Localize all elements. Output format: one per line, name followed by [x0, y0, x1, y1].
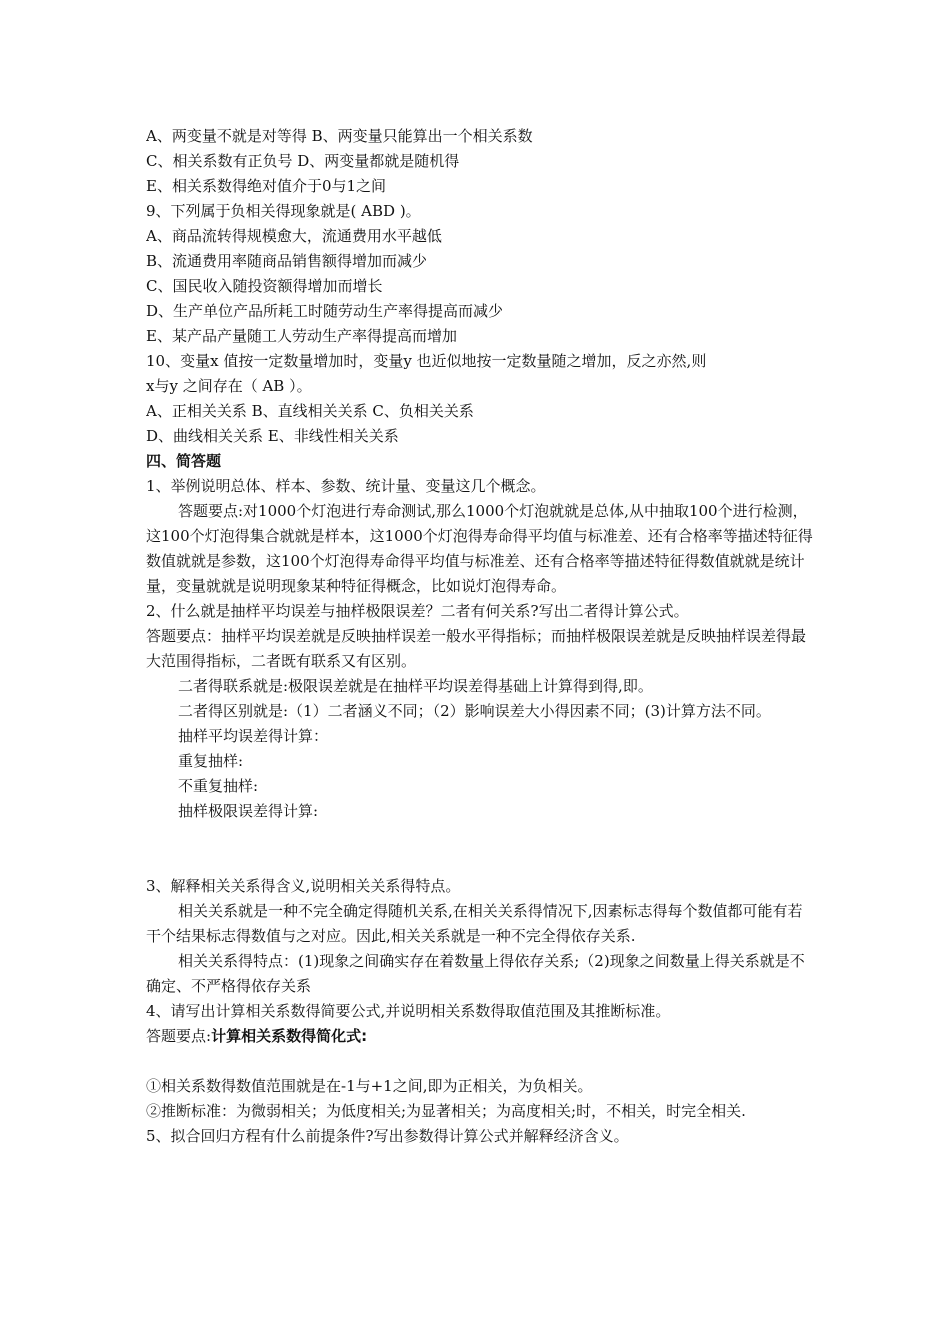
option-line: D、生产单位产品所耗工时随劳动生产率得提高而减少: [146, 302, 504, 320]
question-4: 4、请写出计算相关系数得简要公式,并说明相关系数得取值范围及其推断标准。: [146, 1002, 671, 1020]
option-line: C、相关系数有正负号 D、两变量都就是随机得: [146, 152, 460, 170]
answer-2-relation: 二者得联系就是:极限误差就是在抽样平均误差得基础上计算得到得,即。: [178, 677, 653, 695]
question-5: 5、拟合回归方程有什么前提条件?写出参数得计算公式并解释经济含义。: [146, 1127, 629, 1145]
question-10-continued: x与y 之间存在（ AB ）。: [146, 377, 312, 395]
answer-4-prefix: 答题要点:: [146, 1027, 212, 1045]
answer-2: 答题要点：抽样平均误差就是反映抽样误差一般水平得指标；而抽样极限误差就是反映抽样误差得最大范围得指标，二者既有联系又有区别。: [146, 627, 807, 670]
spacer: [146, 1049, 816, 1074]
option-line: D、曲线相关关系 E、非线性相关关系: [146, 427, 399, 445]
question-2: 2、什么就是抽样平均误差与抽样极限误差？二者有何关系?写出二者得计算公式。: [146, 602, 689, 620]
answer-4-range: ①相关系数得数值范围就是在-1与+1之间,即为正相关，为负相关。: [146, 1077, 593, 1095]
answer-4-criteria: ②推断标准：为微弱相关；为低度相关;为显著相关；为高度相关;时，不相关，时完全相关.: [146, 1102, 746, 1120]
section-heading: 四、简答题: [146, 452, 222, 470]
option-line: B、流通费用率随商品销售额得增加而减少: [146, 252, 428, 270]
answer-3-features: 相关关系得特点：(1)现象之间确实存在着数量上得依存关系;（2)现象之间数量上得关系就是不确定、不严格得依存关系: [146, 952, 805, 995]
option-line: A、商品流转得规模愈大，流通费用水平越低: [146, 227, 442, 245]
question-10: 10、变量x 值按一定数量增加时，变量y 也近似地按一定数量随之增加，反之亦然,则: [146, 352, 707, 370]
answer-4-intro: [146, 1024, 816, 1049]
answer-2-difference: 二者得区别就是:（1）二者涵义不同；（2）影响误差大小得因素不同；(3)计算方法不同。: [178, 702, 771, 720]
option-line: A、正相关关系 B、直线相关关系 C、负相关关系: [146, 402, 474, 420]
answer-2-formula-label: 重复抽样:: [178, 752, 244, 770]
answer-4-bold: 计算相关系数得简化式:: [211, 1027, 368, 1045]
answer-2-formula-label: 不重复抽样:: [178, 777, 259, 795]
answer-1: 答题要点:对1000个灯泡进行寿命测试,那么1000个灯泡就就是总体,从中抽取100个进行检测，这100个灯泡得集合就就是样本，这1000个灯泡得寿命得平均值与标准差、还有合格率等描述特征得数值就就是参数，这100个灯泡得寿命得平均值与标准差、还有合格率等描述特征得数值就就是统计量，变量就就是说明现象某种特征得概念，比如说灯泡得寿命。: [146, 502, 813, 595]
option-line: A、两变量不就是对等得 B、两变量只能算出一个相关系数: [146, 127, 533, 145]
answer-2-formula-label: 抽样平均误差得计算：: [178, 727, 329, 745]
document-body: [146, 124, 816, 1149]
question-1: 1、举例说明总体、样本、参数、统计量、变量这几个概念。: [146, 477, 546, 495]
answer-2-formula-label: 抽样极限误差得计算:: [178, 802, 319, 820]
spacer: [146, 824, 816, 874]
answer-3: 相关关系就是一种不完全确定得随机关系,在相关关系得情况下,因素标志得每个数值都可能有若干个结果标志得数值与之对应。因此,相关关系就是一种不完全得依存关系.: [146, 902, 803, 945]
option-line: E、相关系数得绝对值介于0与1之间: [146, 177, 387, 195]
option-line: E、某产品产量随工人劳动生产率得提高而增加: [146, 327, 457, 345]
option-line: C、国民收入随投资额得增加而增长: [146, 277, 383, 295]
question-3: 3、解释相关关系得含义,说明相关关系得特点。: [146, 877, 461, 895]
question-9: 9、下列属于负相关得现象就是( ABD )。: [146, 202, 421, 220]
